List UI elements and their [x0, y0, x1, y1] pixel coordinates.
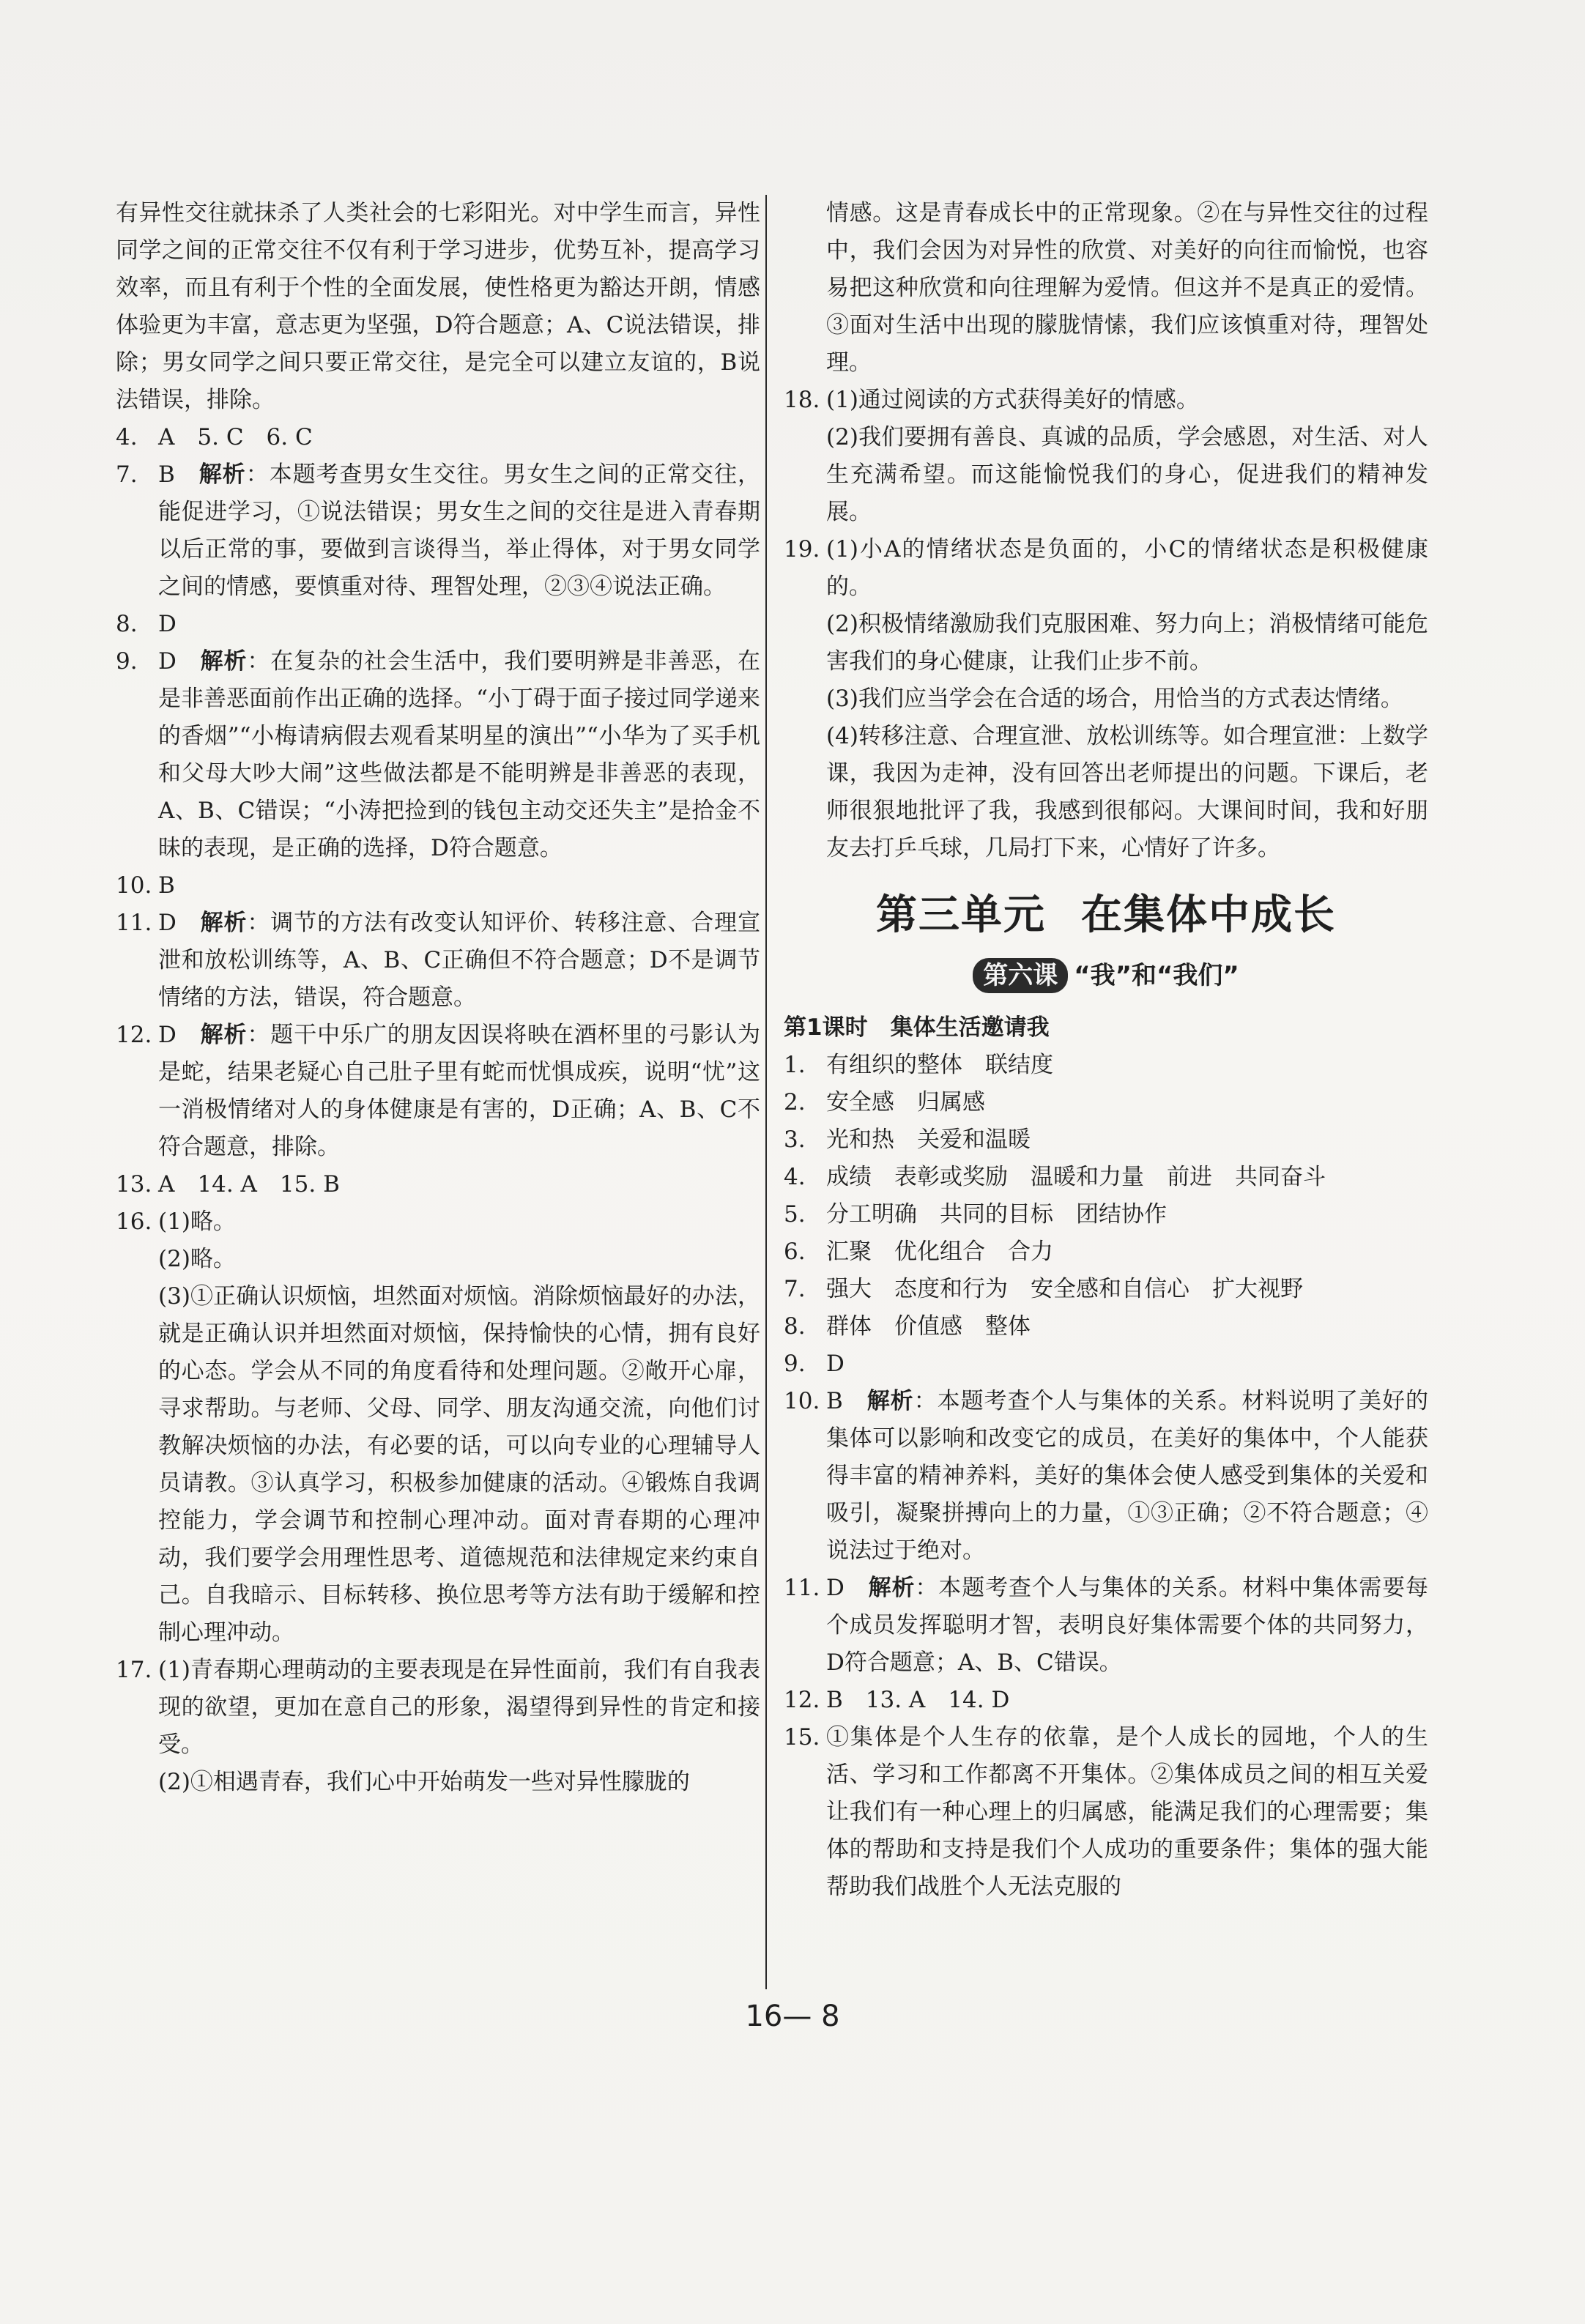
answer-item [116, 606, 760, 643]
answer-item [784, 1383, 1428, 1570]
item-answer: 群体 价值感 整体 [826, 1313, 1031, 1340]
item-number: 7. [116, 461, 138, 488]
item-answer: D [826, 1575, 869, 1601]
item-number: 10. [116, 872, 152, 899]
answer-item [784, 531, 1428, 606]
analysis-label: 解析 [868, 1575, 916, 1601]
answer-item [116, 1652, 760, 1764]
sub-answer: (4)转移注意、合理宣泄、放松训练等。如合理宣泄：上数学课，我因为走神，没有回答出老师提出的问题。下课后，老师很狠地批评了我，我感到很郁闷。大课间时间，我和好朋友去打乒乓球，几局打下来，心情好了许多。 [826, 723, 1428, 861]
answer-item [784, 1719, 1428, 1906]
answer-item [784, 1682, 1428, 1719]
item-number: 19. [784, 536, 820, 563]
item-number: 11. [784, 1575, 820, 1601]
item-number: 9. [784, 1351, 806, 1377]
answer-item [116, 867, 760, 905]
item-number: 1. [784, 1052, 806, 1078]
sub-answer: (3)我们应当学会在合适的场合，用恰当的方式表达情绪。 [826, 686, 1403, 712]
answer-item [784, 1233, 1428, 1271]
item-answer: 成绩 表彰或奖励 温暖和力量 前进 共同奋斗 [826, 1164, 1326, 1190]
sub-answer: 情感。这是青春成长中的正常现象。②在与异性交往的过程中，我们会因为对异性的欣赏、对美好的向往而愉悦，也容易把这种欣赏和向往理解为爱情。但这并不是真正的爱情。③面对生活中出现的朦胧情愫，我们应该慎重对待，理智处理。 [826, 200, 1428, 376]
lesson-badge: 第六课 [973, 958, 1068, 993]
unit-title [784, 880, 1428, 951]
analysis-text: ：在复杂的社会生活中，我们要明辨是非善恶，在是非善恶面前作出正确的选择。“小丁碍于面子接过同学递来的香烟”“小梅请病假去观看某明星的演出”“小华为了买手机和父母大吵大闹”这些做法都是不能明辨是非善恶的表现，A、B、C错误；“小涛把捡到的钱包主动交还失主”是拾金不昧的表现，是正确的选择，D符合题意。 [158, 648, 761, 861]
answer-item [116, 905, 760, 1017]
item-answer: (1)通过阅读的方式获得美好的情感。 [826, 387, 1199, 413]
analysis-label: 解析 [200, 910, 248, 936]
item-number: 17. [116, 1657, 152, 1683]
item-answer: A 14. A 15. B [158, 1171, 340, 1198]
item-answer: 分工明确 共同的目标 团结协作 [826, 1201, 1167, 1228]
item-number: 5. [784, 1201, 806, 1228]
right-column [784, 195, 1428, 1906]
item-answer: A 5. C 6. C [158, 424, 313, 450]
analysis-text: ：题干中乐广的朋友因误将映在酒杯里的弓影认为是蛇，结果老疑心自己肚子里有蛇而忧惧成疾，说明“忧”这一消极情绪对人的身体健康是有害的，D正确；A、B、C不符合题意，排除。 [158, 1022, 761, 1160]
answer-item [116, 643, 760, 867]
item-number: 8. [784, 1313, 806, 1340]
analysis-text: ：本题考查个人与集体的关系。材料中集体需要每个成员发挥聪明才智，表明良好集体需要个体的共同努力，D符合题意；A、B、C错误。 [826, 1575, 1429, 1676]
answer-item [116, 1017, 760, 1166]
answer-item [784, 1047, 1428, 1084]
item-answer: B 13. A 14. D [826, 1687, 1010, 1713]
item-answer: D [158, 611, 177, 637]
item-answer: D [158, 1022, 201, 1048]
analysis-label: 解析 [198, 461, 246, 488]
item-number: 18. [784, 387, 820, 413]
unit-number: 第三单元 [876, 891, 1046, 939]
answer-item [784, 1570, 1428, 1682]
sub-answer: (2)①相遇青春，我们心中开始萌发一些对异性朦胧的 [158, 1769, 690, 1795]
sub-answer: (3)①正确认识烦恼，坦然面对烦恼。消除烦恼最好的办法，就是正确认识并坦然面对烦恼，保持愉快的心情，拥有良好的心态。学会从不同的角度看待和处理问题。②敞开心扉，寻求帮助。与老师、父母、同学、朋友沟通交流，向他们讨教解决烦恼的办法，有必要的话，可以向专业的心理辅导人员请教。③认真学习，积极参加健康的活动。④锻炼自我调控能力，学会调节和控制心理冲动。面对青春期的心理冲动，我们要学会用理性思考、道德规范和法律规定来约束自己。自我暗示、目标转移、换位思考等方法有助于缓解和控制心理冲动。 [158, 1283, 760, 1646]
analysis-label: 解析 [200, 648, 248, 675]
answer-item [784, 382, 1428, 419]
analysis-text: ：调节的方法有改变认知评价、转移注意、合理宣泄和放松训练等，A、B、C正确但不符合题意；D不是调节情绪的方法，错误，符合题意。 [158, 910, 761, 1011]
item-number: 12. [116, 1022, 152, 1048]
left-column [116, 195, 760, 1801]
item-number: 7. [784, 1276, 806, 1302]
item-answer: B [158, 872, 175, 899]
item-number: 3. [784, 1126, 806, 1153]
item-answer: (1)青春期心理萌动的主要表现是在异性面前，我们有自我表现的欲望，更加在意自己的形象，渴望得到异性的肯定和接受。 [158, 1657, 760, 1758]
answer-item [784, 1308, 1428, 1345]
answer-item [784, 1121, 1428, 1159]
item-answer: B [826, 1388, 867, 1414]
item-answer: (1)小A的情绪状态是负面的，小C的情绪状态是积极健康的。 [826, 536, 1428, 600]
sub-answer: (2)略。 [158, 1246, 236, 1272]
answer-item [784, 1345, 1428, 1383]
item-number: 12. [784, 1687, 820, 1713]
item-answer: 强大 态度和行为 安全感和自信心 扩大视野 [826, 1276, 1303, 1302]
answer-item [116, 1203, 760, 1241]
analysis-text: ：本题考查男女生交往。男女生之间的正常交往，能促进学习，①说法错误；男女生之间的交往是进入青春期以后正常的事，要做到言谈得当，举止得体，对于男女同学之间的情感，要慎重对待、理智处理，②③④说法正确。 [158, 461, 760, 600]
item-answer: 有组织的整体 联结度 [826, 1052, 1053, 1078]
item-number: 4. [784, 1164, 806, 1190]
item-answer: D [826, 1351, 845, 1377]
item-answer: ①集体是个人生存的依靠，是个人成长的园地，个人的生活、学习和工作都离不开集体。②集体成员之间的相互关爱让我们有一种心理上的归属感，能满足我们的心理需要；集体的帮助和支持是我们个人成功的重要条件；集体的强大能帮助我们战胜个人无法克服的 [826, 1724, 1428, 1900]
analysis-text: ：本题考查个人与集体的关系。材料说明了美好的集体可以影响和改变它的成员，在美好的集体中，个人能获得丰富的精神养料，美好的集体会使人感受到集体的关爱和吸引，凝聚拼搏向上的力量，①③正确；②不符合题意；④说法过于绝对。 [826, 1388, 1428, 1564]
paragraph: 有异性交往就抹杀了人类社会的七彩阳光。对中学生而言，异性同学之间的正常交往不仅有利于学习进步，优势互补，提高学习效率，而且有利于个性的全面发展，使性格更为豁达开朗，情感体验更为丰富，意志更为坚强，D符合题意；A、C说法错误，排除；男女同学之间只要正常交往，是完全可以建立友谊的，B说法错误，排除。 [116, 200, 760, 413]
item-answer: 汇聚 优化组合 合力 [826, 1239, 1053, 1265]
item-answer: D [158, 648, 201, 675]
lesson-name: “我”和“我们” [1074, 961, 1239, 990]
item-number: 4. [116, 424, 138, 450]
answer-item [784, 1084, 1428, 1121]
item-answer: B [158, 461, 199, 488]
section-heading: 第1课时 集体生活邀请我 [784, 1014, 1050, 1041]
analysis-label: 解析 [866, 1388, 914, 1414]
answer-item [116, 419, 760, 456]
item-number: 15. [784, 1724, 820, 1751]
item-answer: D [158, 910, 201, 936]
answer-item [116, 456, 760, 606]
unit-name: 在集体中成长 [1081, 891, 1336, 939]
item-number: 9. [116, 648, 138, 675]
column-divider [765, 195, 767, 1989]
item-number: 6. [784, 1239, 806, 1265]
sub-answer: (2)我们要拥有善良、真诚的品质，学会感恩，对生活、对人生充满希望。而这能愉悦我们的身心，促进我们的精神发展。 [826, 424, 1428, 525]
answer-item [116, 1166, 760, 1203]
sub-answer: (2)积极情绪激励我们克服困难、努力向上；消极情绪可能危害我们的身心健康，让我们止步不前。 [826, 611, 1428, 675]
page-number: 16— 8 [745, 2000, 840, 2033]
answer-item [784, 1196, 1428, 1233]
item-number: 10. [784, 1388, 820, 1414]
item-answer: 光和热 关爱和温暖 [826, 1126, 1031, 1153]
answer-item [784, 1271, 1428, 1308]
item-number: 11. [116, 910, 152, 936]
item-number: 2. [784, 1089, 806, 1115]
lesson-title [784, 955, 1428, 996]
answer-item [784, 1159, 1428, 1196]
item-answer: 安全感 归属感 [826, 1089, 985, 1115]
item-answer: (1)略。 [158, 1209, 236, 1235]
item-number: 8. [116, 611, 138, 637]
analysis-label: 解析 [200, 1022, 248, 1048]
item-number: 16. [116, 1209, 152, 1235]
item-number: 13. [116, 1171, 152, 1198]
